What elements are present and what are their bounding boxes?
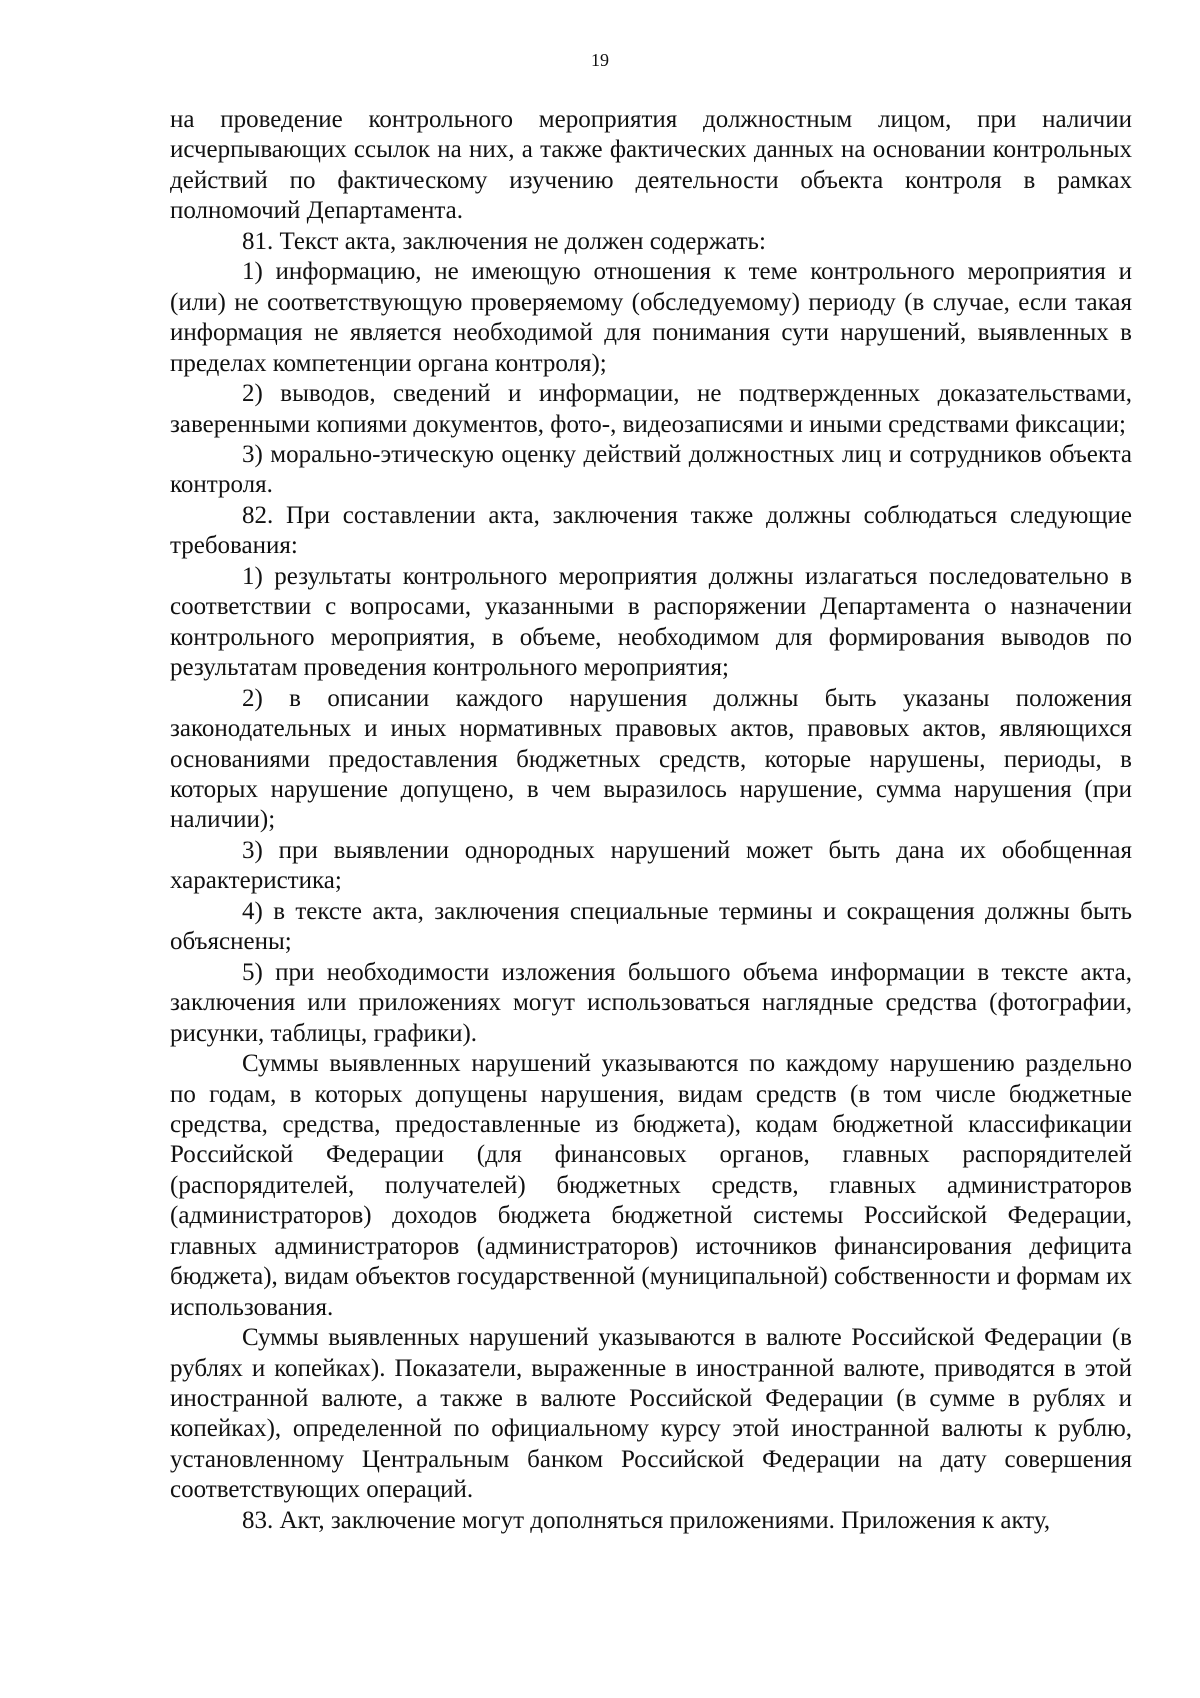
- paragraph-82-item-5: 5) при необходимости изложения большого объема информации в тексте акта, заключения или приложениях могут использоваться наглядные средства (фотографии, рисунки, таблицы, графики).: [170, 958, 1132, 1047]
- page-number: 19: [591, 50, 609, 70]
- document-body: [170, 105, 1132, 1536]
- paragraph-82: 82. При составлении акта, заключения также должны соблюдаться следующие требования:: [170, 501, 1132, 560]
- paragraph-81: 81. Текст акта, заключения не должен содержать:: [242, 227, 766, 255]
- paragraph-currency: Суммы выявленных нарушений указываются в валюте Российской Федерации (в рублях и копейках). Показатели, выраженные в иностранной валюте, приводятся в этой иностранной валюте, а также в валюте Российской Федерации (в сумме в рублях и копейках), определенной по официальному курсу этой иностранной валюты к рублю, установленному Центральным банком Российской Федерации на дату совершения соответствующих операций.: [170, 1324, 1132, 1504]
- paragraph-83: 83. Акт, заключение могут дополняться приложениями. Приложения к акту,: [242, 1506, 1051, 1534]
- paragraph-continuation: на проведение контрольного мероприятия должностным лицом, при наличии исчерпывающих ссылок на них, а также фактических данных на основании контрольных действий по фактическому изучению деятельности объекта контроля в рамках полномочий Департамента.: [170, 106, 1132, 225]
- paragraph-81-item-2: 2) выводов, сведений и информации, не подтвержденных доказательствами, заверенными копиями документов, фото-, видеозаписями и иными средствами фиксации;: [170, 380, 1132, 438]
- paragraph-81-item-1: 1) информацию, не имеющую отношения к теме контрольного мероприятия и (или) не соответствующую проверяемому (обследуемому) периоду (в случае, если такая информация не является необходимой для понимания сути нарушений, выявленных в пределах компетенции органа контроля);: [170, 258, 1132, 377]
- paragraph-82-item-4: 4) в тексте акта, заключения специальные термины и сокращения должны быть объяснены;: [170, 897, 1132, 956]
- paragraph-82-item-3: 3) при выявлении однородных нарушений может быть дана их обобщенная характеристика;: [170, 836, 1132, 895]
- paragraph-82-item-2: 2) в описании каждого нарушения должны быть указаны положения законодательных и иных нормативных правовых актов, правовых актов, являющихся основаниями предоставления бюджетных средств, которые нарушены, периоды, в которых нарушение допущено, в чем выразилось нарушение, сумма нарушения (при наличии);: [170, 684, 1132, 834]
- paragraph-82-item-1: 1) результаты контрольного мероприятия должны излагаться последовательно в соответствии с вопросами, указанными в распоряжении Департамента о назначении контрольного мероприятия, в объеме, необходимом для формирования выводов по результатам проведения контрольного мероприятия;: [170, 562, 1132, 682]
- paragraph-violation-amounts: Суммы выявленных нарушений указываются по каждому нарушению раздельно по годам, в которых допущены нарушения, видам средств (в том числе бюджетные средства, средства, предоставленные из бюджета), кодам бюджетной классификации Российской Федерации (для финансовых органов, главных распорядителей (распорядителей, получателей) бюджетных средств, главных администраторов (администраторов) доходов бюджета бюджетной системы Российской Федерации, главных администраторов (администраторов) источников финансирования дефицита бюджета), видам объектов государственной (муниципальной) собственности и формам их использования.: [170, 1050, 1132, 1321]
- paragraph-81-item-3: 3) морально-этическую оценку действий должностных лиц и сотрудников объекта контроля.: [170, 440, 1132, 499]
